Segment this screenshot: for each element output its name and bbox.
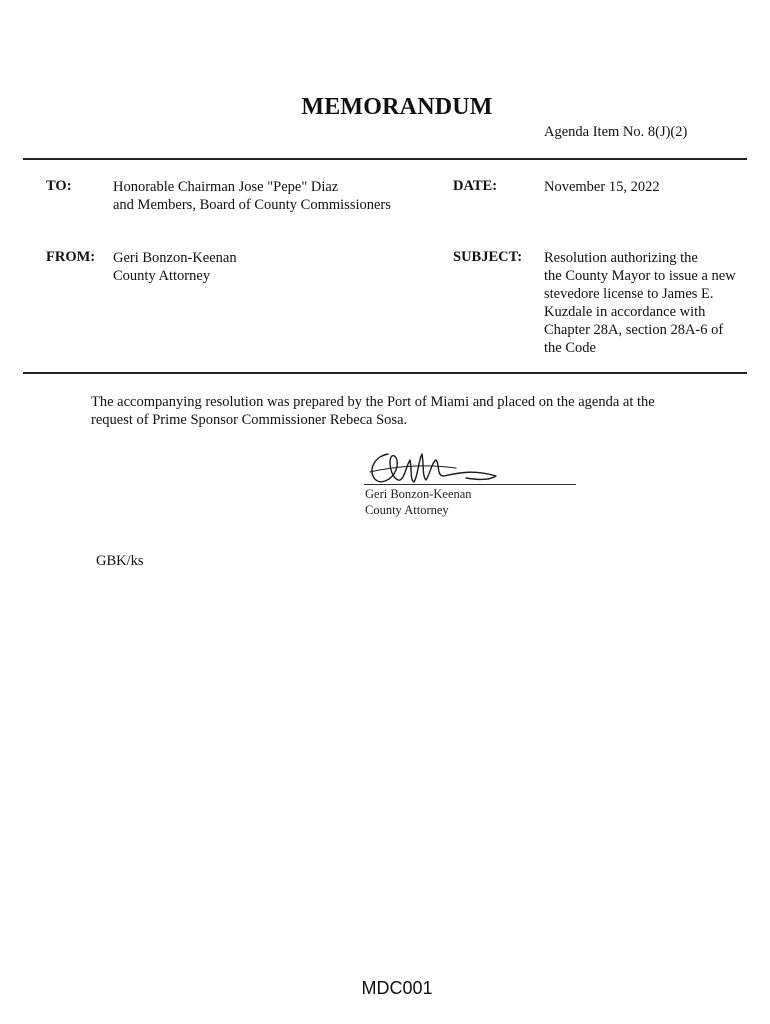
top-divider: [23, 158, 747, 160]
subject-line: Kuzdale in accordance with: [544, 304, 706, 320]
from-label: FROM:: [46, 249, 96, 265]
subject-line: Resolution authorizing the: [544, 250, 698, 266]
body-line: The accompanying resolution was prepared by the Port of Miami and placed on the agenda at the: [91, 394, 655, 410]
handwritten-signature: [366, 446, 506, 488]
signature-title: County Attorney: [365, 503, 449, 517]
to-line: and Members, Board of County Commissioners: [113, 197, 391, 213]
from-line: County Attorney: [113, 268, 211, 284]
signature-line: [364, 484, 576, 485]
bottom-divider: [23, 372, 747, 374]
subject-line: the Code: [544, 340, 596, 356]
body-line: request of Prime Sponsor Commissioner Rebeca Sosa.: [91, 412, 408, 428]
to-recipients: [113, 178, 391, 214]
to-label: TO:: [46, 178, 72, 194]
date-value: November 15, 2022: [544, 179, 660, 195]
subject-line: Chapter 28A, section 28A-6 of: [544, 322, 724, 338]
subject-label: SUBJECT:: [453, 249, 523, 265]
to-line: Honorable Chairman Jose "Pepe" Diaz: [113, 179, 339, 195]
memo-title: MEMORANDUM: [301, 94, 493, 120]
memo-body: [91, 393, 655, 429]
page-footer-code: MDC001: [361, 978, 433, 998]
subject-text: [544, 249, 736, 357]
from-sender: [113, 249, 237, 285]
from-line: Geri Bonzon-Keenan: [113, 250, 237, 266]
agenda-item-number: Agenda Item No. 8(J)(2): [544, 124, 688, 140]
signature-block: [365, 486, 472, 518]
date-label: DATE:: [453, 178, 498, 194]
subject-line: stevedore license to James E.: [544, 286, 714, 302]
subject-line: the County Mayor to issue a new: [544, 268, 736, 284]
signature-name: Geri Bonzon-Keenan: [365, 487, 472, 501]
author-initials: GBK/ks: [96, 553, 144, 569]
